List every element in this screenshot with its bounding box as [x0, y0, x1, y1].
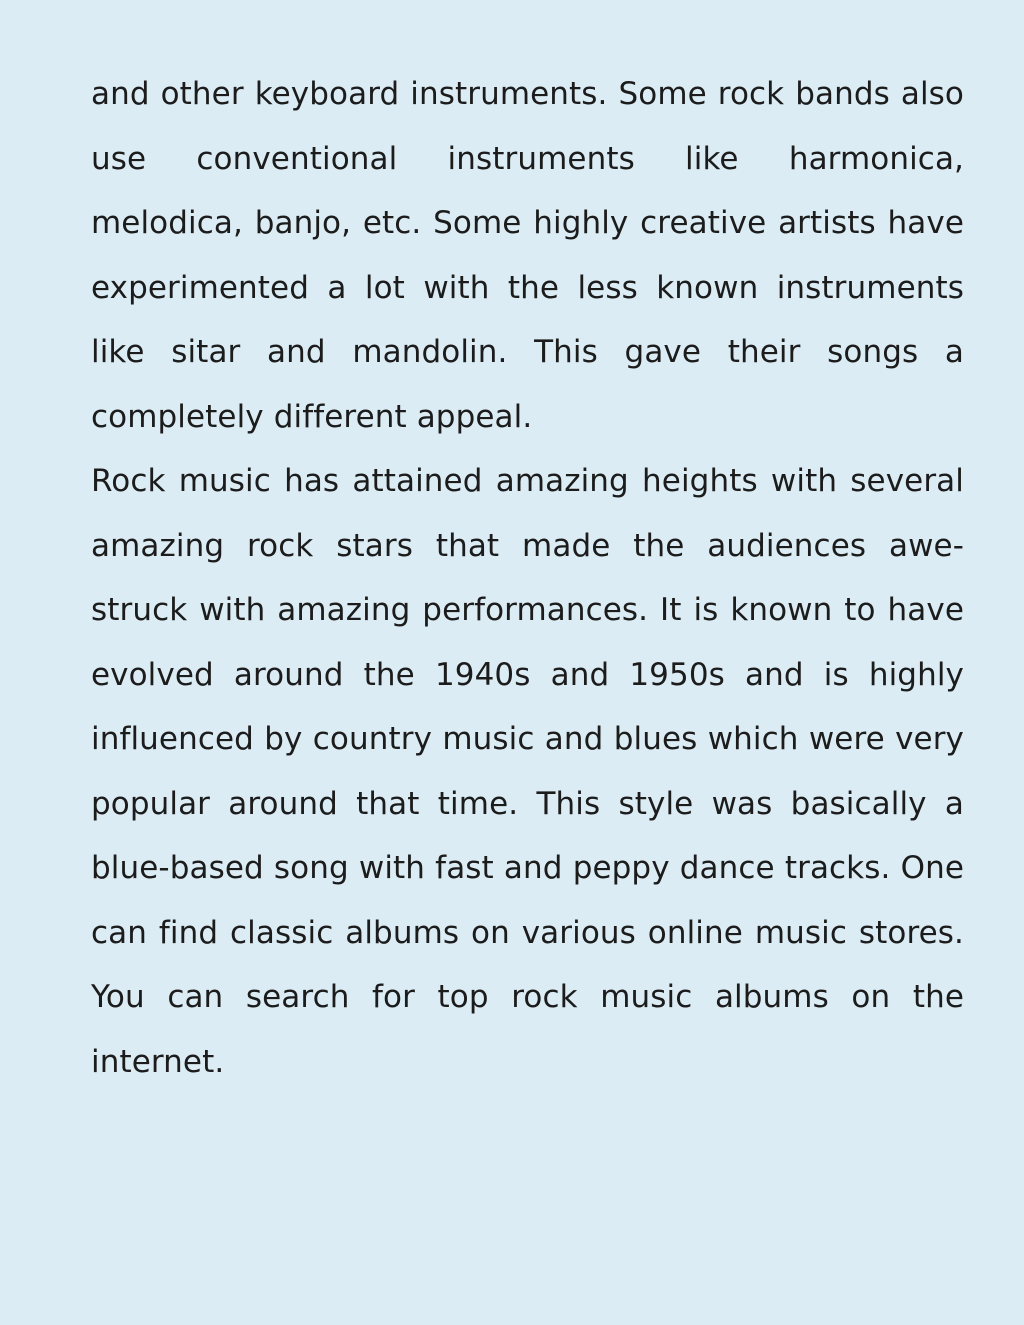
paragraph-rock-history: Rock music has attained amazing heights with several amazing rock stars that made the audiences awe-struck with amazing performances. It is known to have evolved around the 1940s and 1950s and is highly influenced by country music and blues which were very popular around that time. This style was basically a blue-based song with fast and peppy dance tracks. One can find classic albums on various online music stores. You can search for top rock music albums on the internet.	[91, 463, 964, 1080]
paragraph-instruments: and other keyboard instruments. Some rock bands also use conventional instruments like harmonica, melodica, banjo, etc. Some highly creative artists have experimented a lot with the less known instruments like sitar and mandolin. This gave their songs a completely different appeal.	[91, 76, 964, 435]
